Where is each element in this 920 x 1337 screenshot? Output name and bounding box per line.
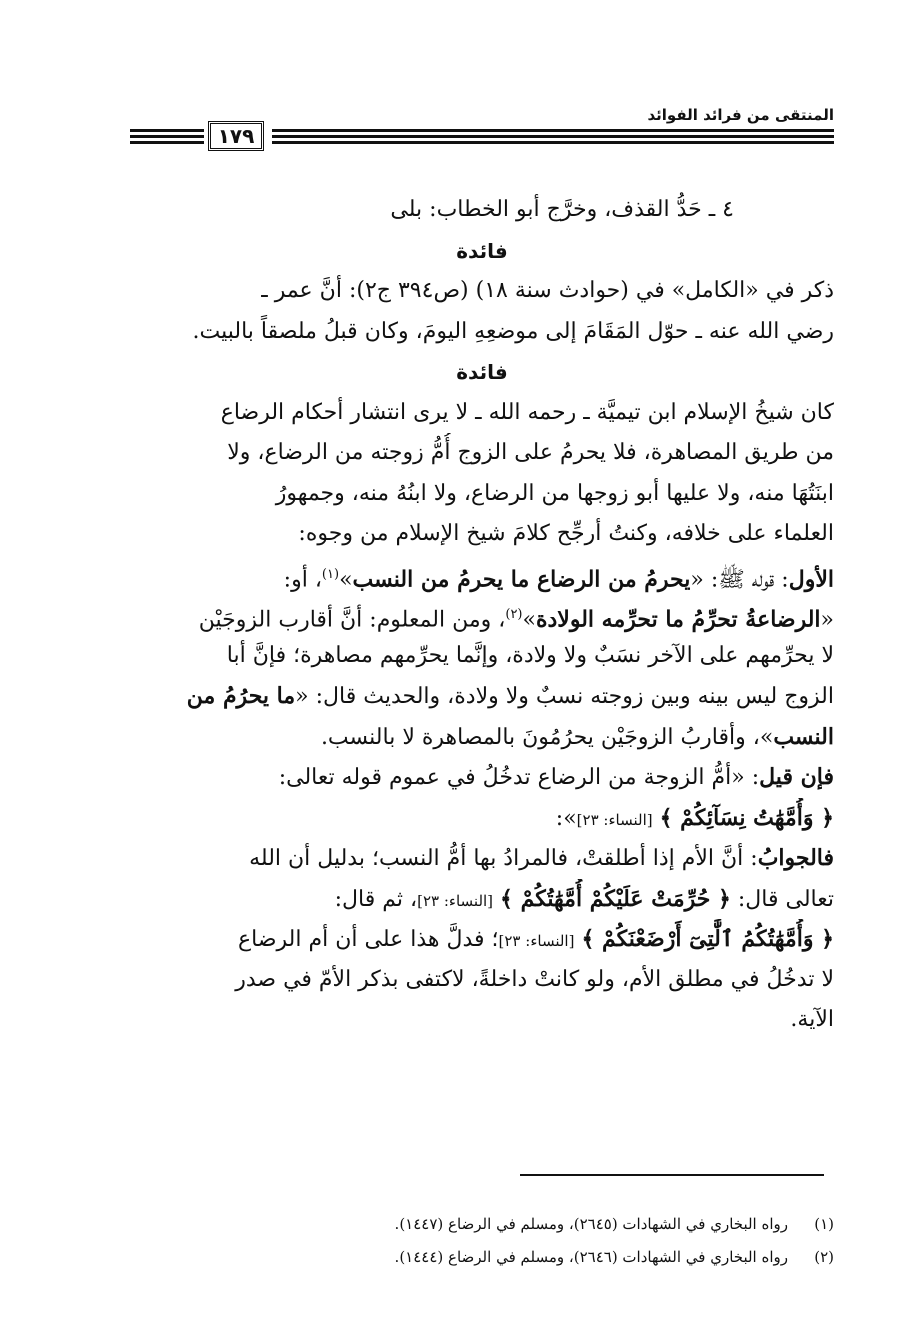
text-run: الزوج ليس بينه وبين زوجته نسبٌ ولا ولادة، والحديث قال: « — [295, 684, 834, 709]
text-run: « — [820, 607, 834, 633]
text-line — [130, 717, 834, 758]
text-line: من طريق المصاهرة، فلا يحرمُ على الزوج أُمُّ زوجته من الرضاع، ولا — [227, 440, 834, 465]
text-line — [130, 676, 834, 717]
point-label: الأول — [788, 565, 834, 592]
text-run: : أنَّ الأم إذا أطلقتْ، فالمرادُ بها أمُّ النسب؛ بدليل أن الله — [249, 846, 758, 871]
text-line — [130, 595, 834, 636]
main-text — [130, 190, 834, 1041]
text-run: » — [339, 566, 353, 592]
text-line: ذكر في «الكامل» في (حوادث سنة ١٨) (ص٣٩٤ ج٢): أنَّ عمر ـ — [261, 278, 834, 303]
text-line: ابنَتُهَا منه، ولا عليها أبو زوجها من الرضاع، ولا ابنُهُ منه، وجمهورُ — [275, 480, 834, 506]
footnotes — [130, 1208, 834, 1274]
header-rule-left — [130, 127, 204, 147]
verse-reference: [النساء: ٢٣] — [498, 932, 575, 950]
footnote — [130, 1208, 834, 1241]
text-line: لا تدخُلُ في مطلق الأم، ولو كانتْ داخلةً، لاكتفى بذكر الأمّ في صدر — [235, 966, 834, 992]
quran-verse: ﴿ حُرِّمَتْ عَلَيْكُمْ أُمَّهَٰتُكُمْ ﴾ — [500, 885, 731, 912]
text-line — [130, 798, 834, 839]
text-line: ٤ ـ حَدُّ القذف، وخرَّج أبو الخطاب: بلى — [390, 197, 734, 222]
section-heading: فائدة — [456, 360, 508, 384]
hadith-quote: الرضاعةُ تحرِّمُ ما تحرِّمه الولادة — [535, 606, 821, 633]
text-run: : «أمُّ الزوجة من الرضاع تدخُلُ في عموم قوله تعالى: — [278, 765, 760, 790]
text-line: لا يحرِّمهم على الآخر نسَبٌ ولا ولادة، وإنَّما يحرِّمهم مصاهرة؛ فإنَّ أبا — [226, 642, 834, 668]
footnote-text: رواه البخاري في الشهادات (٢٦٤٥)، ومسلم في الرضاع (١٤٤٧). — [394, 1215, 788, 1233]
running-title: المنتقى من فرائد الفوائد — [647, 106, 834, 124]
footnote — [130, 1241, 834, 1274]
quran-verse: ﴿ وَأُمَّهَٰتُكُمُ ٱلَّٰتِىٓ أَرْضَعْنَكُمْ ﴾ — [581, 926, 834, 952]
text-line: كان شيخُ الإسلام ابن تيميَّة ـ رحمه الله ـ لا يرى انتشار أحكام الرضاع — [220, 399, 834, 425]
answer-label: فالجوابُ — [757, 845, 834, 871]
text-line — [130, 879, 834, 920]
text-run: » — [522, 607, 536, 633]
text-run: تعالى قال: — [730, 886, 834, 912]
footnote-text: رواه البخاري في الشهادات (٢٦٤٦)، ومسلم في الرضاع (١٤٤٤). — [394, 1248, 788, 1266]
text-line — [130, 919, 834, 960]
objection-label: فإن قيل — [759, 764, 834, 790]
text-run: »، وأقاربُ الزوجَيْن يحرُمُونَ بالمصاهرة لا بالنسب. — [320, 724, 774, 750]
section-heading: فائدة — [456, 238, 508, 263]
verse-reference: [النساء: ٢٣] — [417, 891, 494, 910]
text-line: الآية. — [790, 1007, 834, 1032]
quran-verse: ﴿ وَأُمَّهَٰتُ نِسَآئِكُمْ ﴾ — [659, 804, 834, 831]
text-run: »: — [555, 805, 577, 831]
page-number: ١٧٩ — [208, 121, 264, 151]
verse-reference: [النساء: ٢٣] — [576, 810, 653, 829]
text-run: : قوله ﷺ: « — [690, 566, 789, 592]
text-line: العلماء على خلافه، وكنتُ أرجِّح كلامَ شيخ الإسلام من وجوه: — [298, 521, 834, 546]
text-line — [130, 757, 834, 798]
text-run: ، ومن المعلوم: أنَّ أقارب الزوجَيْن — [198, 607, 506, 633]
footnote-number: (٢) — [814, 1248, 834, 1266]
footnote-ref: (٢) — [505, 607, 523, 622]
text-run: ؛ فدلَّ هذا على أن أم الرضاع — [238, 927, 499, 952]
text-run: ، ثم قال: — [334, 886, 418, 912]
text-line: رضي الله عنه ـ حوّل المَقَامَ إلى موضعِهِ اليومَ، وكان قبلُ ملصقاً بالبيت. — [192, 318, 834, 344]
text-run: ، أو: — [283, 566, 322, 592]
header-rule-right — [272, 127, 834, 147]
hadith-quote: يحرمُ من الرضاع ما يحرمُ من النسب — [352, 565, 691, 592]
footnote-number: (١) — [814, 1215, 834, 1233]
footnote-separator — [520, 1174, 824, 1176]
text-line — [130, 555, 834, 596]
hadith-quote: ما يحرُمُ من — [186, 683, 296, 709]
footnote-ref: (١) — [321, 566, 340, 582]
text-line — [130, 838, 834, 879]
hadith-quote: النسب — [773, 723, 834, 750]
